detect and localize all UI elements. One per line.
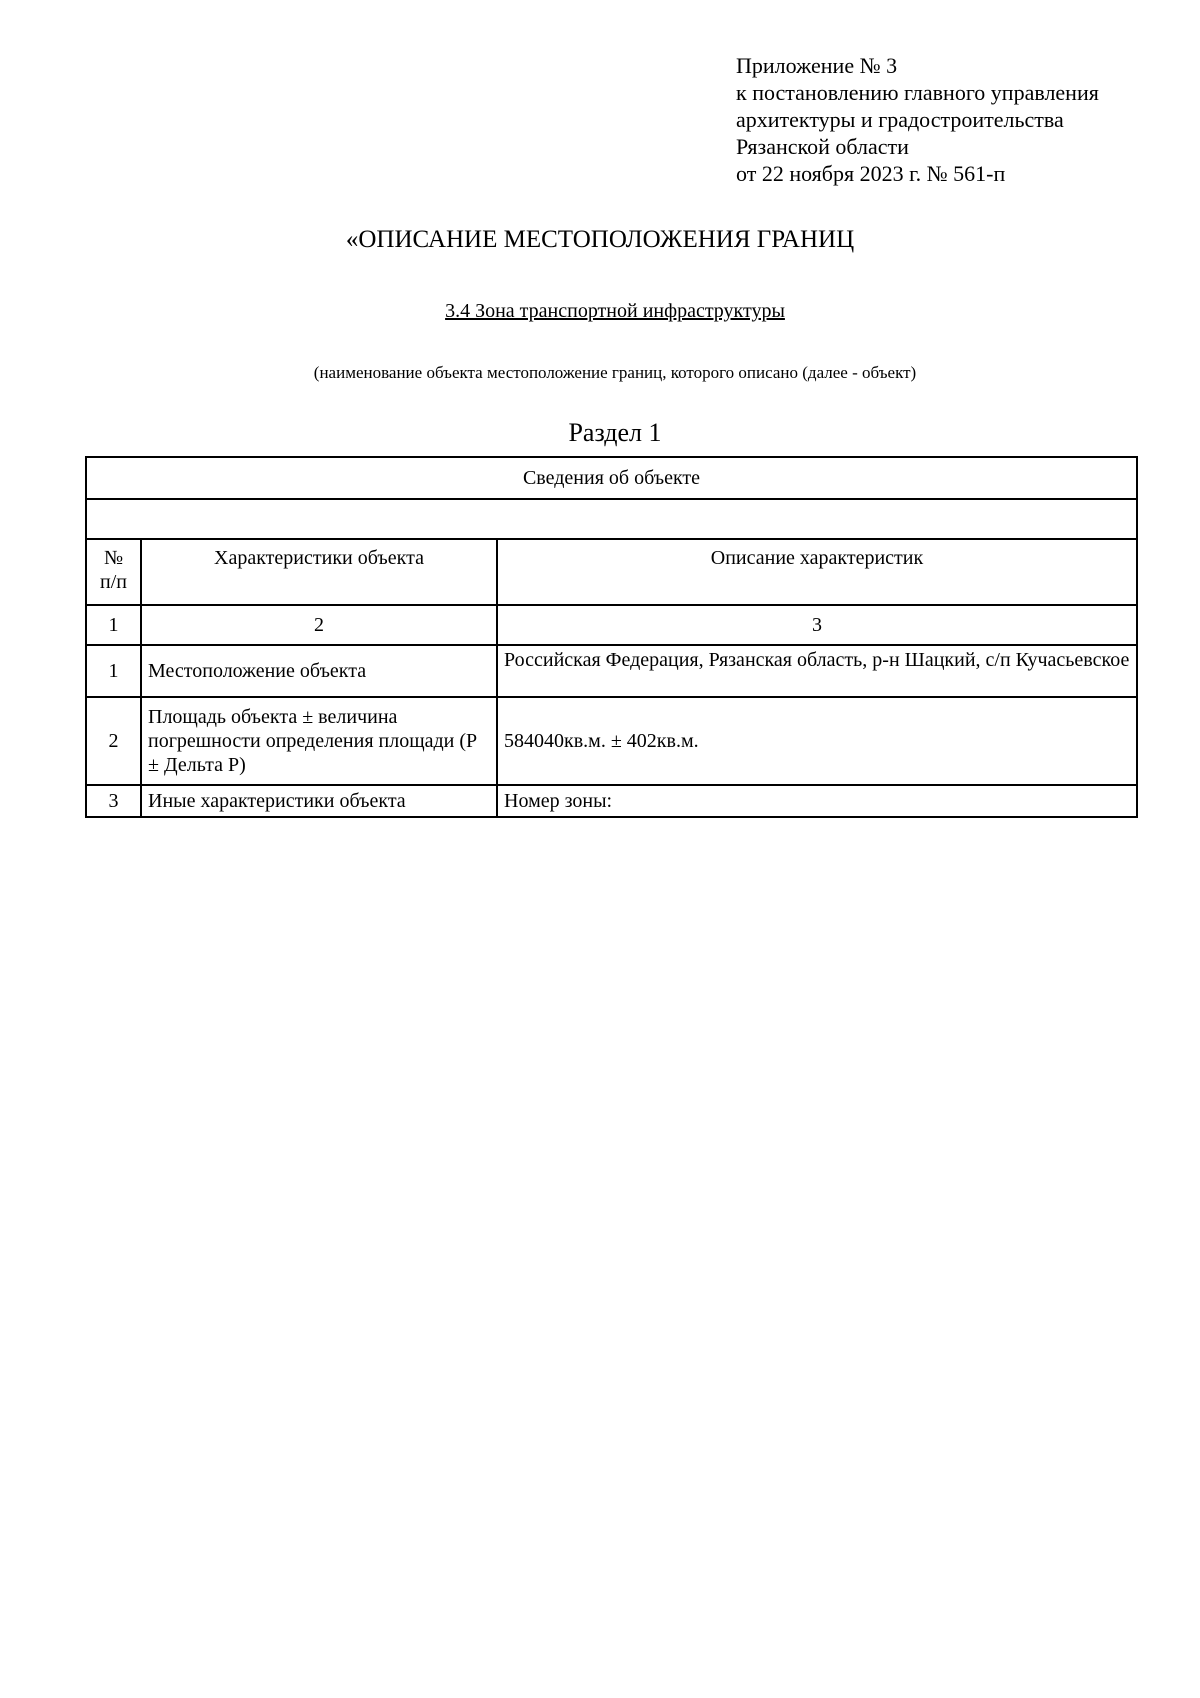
section-title: Раздел 1	[568, 418, 662, 447]
row-characteristic: Площадь объекта ± величина погрешности определения площади (P ± Дельта P)	[141, 697, 497, 785]
header-num-line-2: п/п	[100, 571, 127, 593]
row-description: Российская Федерация, Рязанская область, р-н Шацкий, с/п Кучасьевское	[497, 645, 1137, 697]
document-title: «ОПИСАНИЕ МЕСТОПОЛОЖЕНИЯ ГРАНИЦ	[345, 226, 855, 253]
column-number-3: 3	[497, 605, 1137, 645]
row-num: 3	[86, 785, 141, 817]
column-number-2: 2	[141, 605, 497, 645]
row-characteristic: Местоположение объекта	[141, 645, 497, 697]
appendix-line-2: к постановлению главного управления	[736, 80, 1099, 105]
column-number-1: 1	[86, 605, 141, 645]
appendix-line-5: от 22 ноября 2023 г. № 561-п	[736, 161, 1006, 186]
appendix-line-4: Рязанской области	[736, 134, 909, 159]
row-num: 1	[86, 645, 141, 697]
row-description: Номер зоны:	[497, 785, 1137, 817]
table-caption-row	[86, 457, 1137, 499]
table-caption: Сведения об объекте	[86, 457, 1137, 499]
appendix-line-1: Приложение № 3	[736, 53, 898, 78]
table-empty-row	[86, 499, 1137, 539]
row-characteristic: Иные характеристики объекта	[141, 785, 497, 817]
zone-caption: (наименование объекта местоположение границ, которого описано (далее - объект)	[313, 363, 917, 382]
row-num: 2	[86, 697, 141, 785]
column-number-row	[86, 605, 1137, 645]
appendix-block	[736, 52, 1099, 187]
table-row	[86, 645, 1137, 697]
empty-cell	[86, 499, 1137, 539]
row-description: 584040кв.м. ± 402кв.м.	[497, 697, 1137, 785]
header-description: Описание характеристик	[497, 539, 1137, 605]
table-row	[86, 697, 1137, 785]
header-num	[86, 539, 141, 605]
header-num-line-1: №	[103, 547, 124, 569]
table-row	[86, 785, 1137, 817]
table-header-row	[86, 539, 1137, 605]
object-info-table	[85, 456, 1138, 818]
header-characteristics: Характеристики объекта	[141, 539, 497, 605]
appendix-line-3: архитектуры и градостроительства	[736, 107, 1064, 132]
zone-name: 3.4 Зона транспортной инфраструктуры	[445, 300, 785, 322]
